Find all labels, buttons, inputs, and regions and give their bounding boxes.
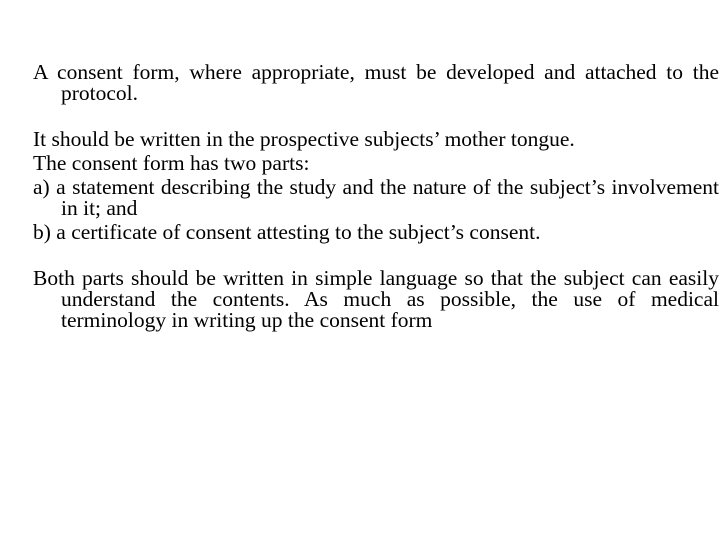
slide-body	[33, 62, 719, 331]
list-item-certificate: b) a certificate of consent attesting to the subject’s consent.	[33, 220, 541, 244]
paragraph-mother-tongue: It should be written in the prospective subjects’ mother tongue.	[33, 127, 575, 151]
list-item-statement: a) a statement describing the study and the nature of the subject’s involvement in it; and	[33, 175, 719, 220]
paragraph-consent-form-requirement: A consent form, where appropriate, must be developed and attached to the protocol.	[33, 60, 719, 105]
paragraph-two-parts: The consent form has two parts:	[33, 151, 310, 175]
paragraph-simple-language: Both parts should be written in simple language so that the subject can easily understand the contents. As much as possible, the use of medical terminology in writing up the consent form	[33, 266, 719, 332]
